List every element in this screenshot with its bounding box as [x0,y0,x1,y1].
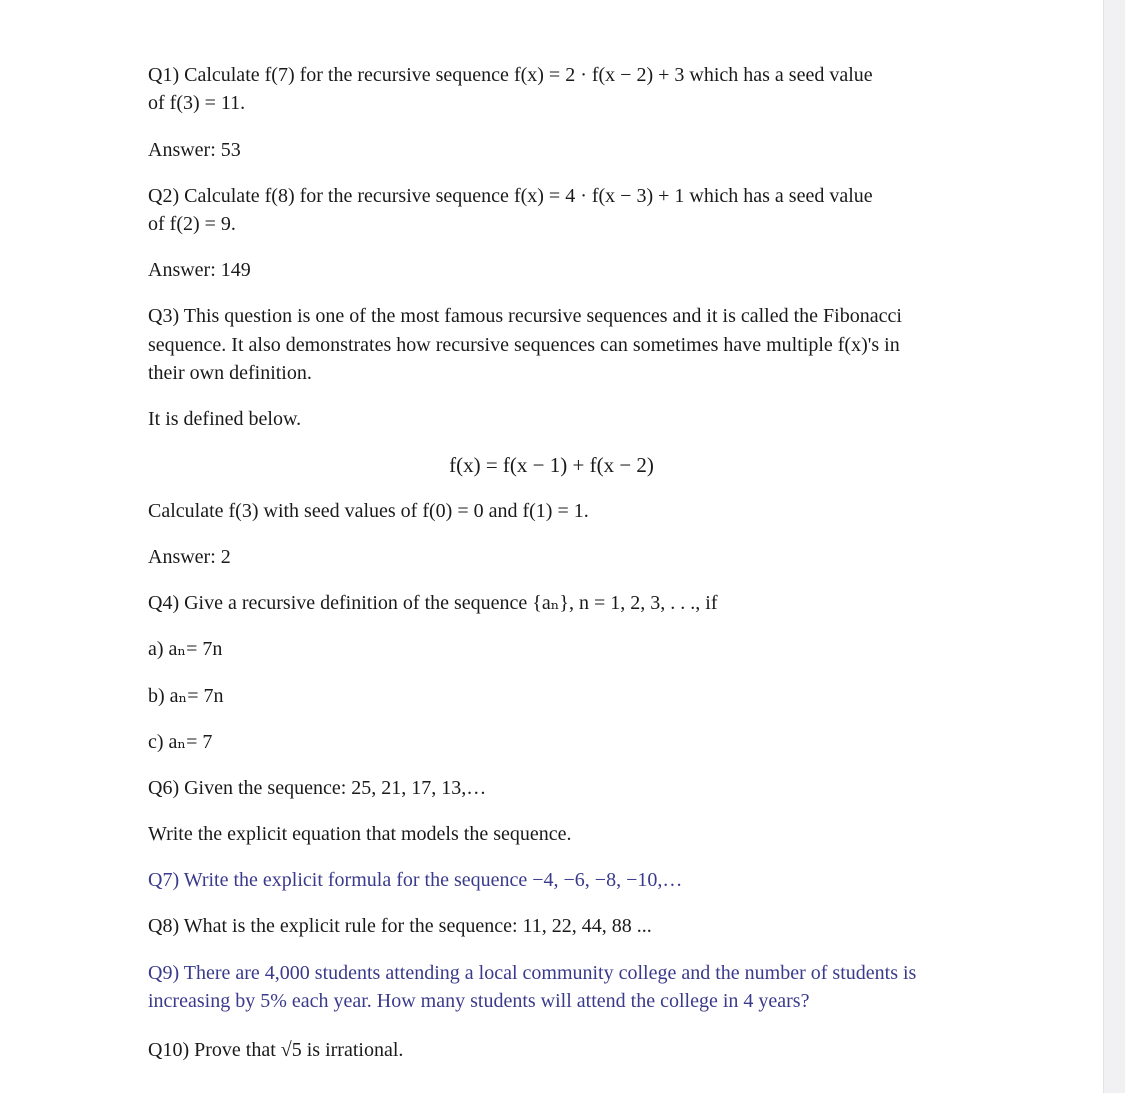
q6-line1: Q6) Given the sequence: 25, 21, 17, 13,… [148,777,487,799]
q3-defined: It is defined below. [148,408,302,430]
q4-intro: Q4) Give a recursive definition of the sequence {aₙ}, n = 1, 2, 3, . . ., if [148,592,718,614]
q4-part-b: b) aₙ= 7n [148,685,224,707]
q9-line1: Q9) There are 4,000 students attending a local community college and the number of students is [148,962,917,984]
q2-line2: of f(2) = 9. [148,213,236,235]
q7-text: Q7) Write the explicit formula for the sequence −4, −6, −8, −10,… [148,869,683,891]
q3-calculate: Calculate f(3) with seed values of f(0) = 0 and f(1) = 1. [148,500,589,522]
viewer-edge [1103,0,1125,1093]
q10-text: Q10) Prove that √5 is irrational. [148,1039,404,1061]
q8-text: Q8) What is the explicit rule for the sequence: 11, 22, 44, 88 ... [148,915,652,937]
q9-line2: increasing by 5% each year. How many students will attend the college in 4 years? [148,990,810,1012]
q3-line1: Q3) This question is one of the most famous recursive sequences and it is called the Fibonacci [148,305,902,327]
q3-line2: sequence. It also demonstrates how recursive sequences can sometimes have multiple f(x)'s in [148,334,900,356]
q1-line1: Q1) Calculate f(7) for the recursive sequence f(x) = 2 · f(x − 2) + 3 which has a seed value [148,64,873,86]
q3-answer: Answer: 2 [148,546,231,568]
q2-answer: Answer: 149 [148,259,251,281]
q1-answer: Answer: 53 [148,139,241,161]
q4-part-a: a) aₙ= 7n [148,638,223,660]
q3-line3: their own definition. [148,362,312,384]
q1-line2: of f(3) = 11. [148,92,246,114]
fibonacci-formula: f(x) = f(x − 1) + f(x − 2) [449,453,654,477]
q4-part-c: c) aₙ= 7 [148,731,213,753]
q6-line2: Write the explicit equation that models the sequence. [148,823,572,845]
q2-line1: Q2) Calculate f(8) for the recursive sequence f(x) = 4 · f(x − 3) + 1 which has a seed value [148,185,873,207]
